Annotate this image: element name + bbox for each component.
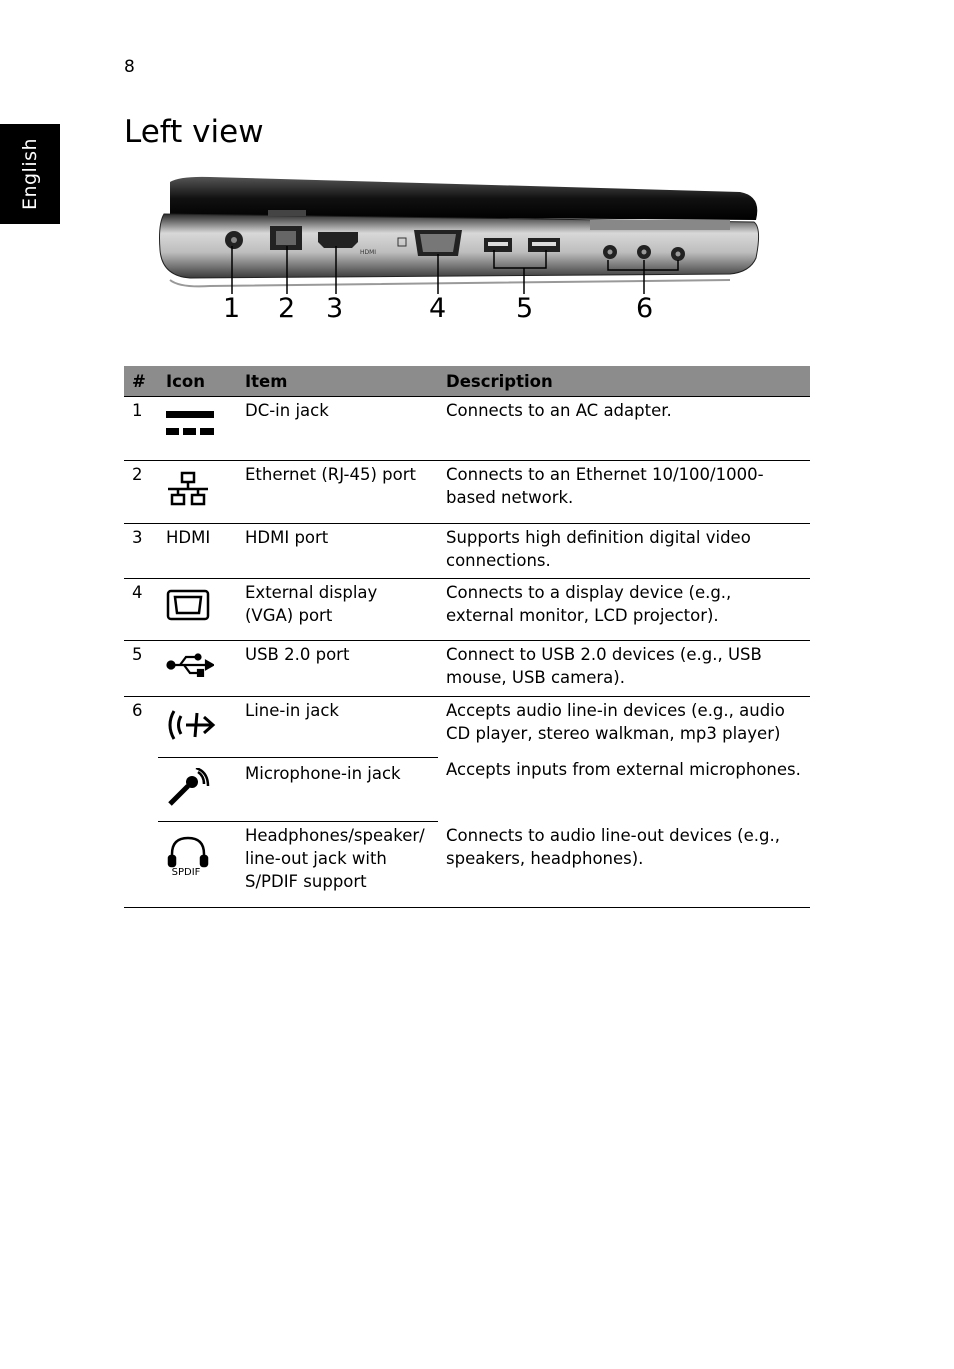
row-description: Connects to an AC adapter.: [438, 397, 810, 461]
table-row: [124, 697, 810, 758]
language-tab-label: English: [19, 137, 41, 211]
row-item: Line-in jack: [237, 697, 438, 758]
row-description: Connects to audio line-out devices (e.g., speakers, headphones).: [438, 822, 810, 908]
table-row: [124, 579, 810, 641]
row-description: Accepts inputs from external microphones.: [446, 759, 801, 779]
row-item: DC-in jack: [237, 397, 438, 461]
callout-3: 3: [326, 293, 344, 324]
row-item: HDMI port: [237, 524, 438, 579]
vga-display-icon: [166, 589, 210, 621]
page-number: 8: [124, 57, 135, 77]
row-description: Connects to a display device (e.g., external monitor, LCD projector).: [438, 579, 810, 641]
headphones-icon: [166, 836, 210, 876]
usb-icon: [166, 653, 214, 677]
laptop-lid: [170, 177, 757, 220]
header-icon: Icon: [158, 366, 237, 397]
row-item: External display (VGA) port: [237, 579, 438, 641]
section-title: Left view: [124, 114, 264, 150]
callout-5: 5: [516, 293, 534, 324]
callout-4: 4: [429, 293, 447, 324]
row-number: [124, 822, 158, 908]
line-in-icon: [166, 707, 218, 743]
hdmi-port-label: HDMI: [360, 249, 377, 256]
table-row: [124, 822, 810, 908]
row-description: Supports high definition digital video connections.: [438, 524, 810, 579]
table-row: [124, 758, 810, 822]
laptop-left-side-figure: [150, 168, 790, 338]
hdmi-port: [318, 232, 358, 248]
row-description: Connect to USB 2.0 devices (e.g., USB mouse, USB camera).: [438, 641, 810, 697]
row-number: [124, 758, 158, 822]
row-description: Accepts audio line-in devices (e.g., audio CD player, stereo walkman, mp3 player): [438, 697, 810, 758]
table-row: [124, 641, 810, 697]
callout-2: 2: [278, 293, 296, 324]
table-header-row: [124, 366, 810, 397]
row-number: 2: [124, 461, 158, 524]
row-item: Microphone-in jack: [237, 758, 438, 822]
ports-table: [124, 366, 810, 908]
header-number: #: [124, 366, 158, 397]
callout-6: 6: [636, 293, 654, 324]
row-number: 6: [124, 697, 158, 758]
row-item: Ethernet (RJ-45) port: [237, 461, 438, 524]
microphone-icon: [166, 768, 210, 808]
row-number: 1: [124, 397, 158, 461]
spdif-caption: SPDIF: [171, 867, 201, 876]
row-number: 5: [124, 641, 158, 697]
row-item: USB 2.0 port: [237, 641, 438, 697]
table-row: [124, 397, 810, 461]
ethernet-icon: [166, 471, 210, 507]
dc-in-icon: [166, 411, 214, 437]
language-tab: [0, 124, 60, 224]
header-item: Item: [237, 366, 438, 397]
hdmi-icon-text: HDMI: [158, 524, 237, 579]
table-row: [124, 461, 810, 524]
row-description: Connects to an Ethernet 10/100/1000-based network.: [438, 461, 810, 524]
row-item: Headphones/speaker/ line-out jack with S/PDIF support: [237, 822, 438, 908]
table-row: [124, 524, 810, 579]
row-number: 4: [124, 579, 158, 641]
header-description: Description: [438, 366, 810, 397]
callout-1: 1: [223, 293, 241, 324]
row-number: 3: [124, 524, 158, 579]
